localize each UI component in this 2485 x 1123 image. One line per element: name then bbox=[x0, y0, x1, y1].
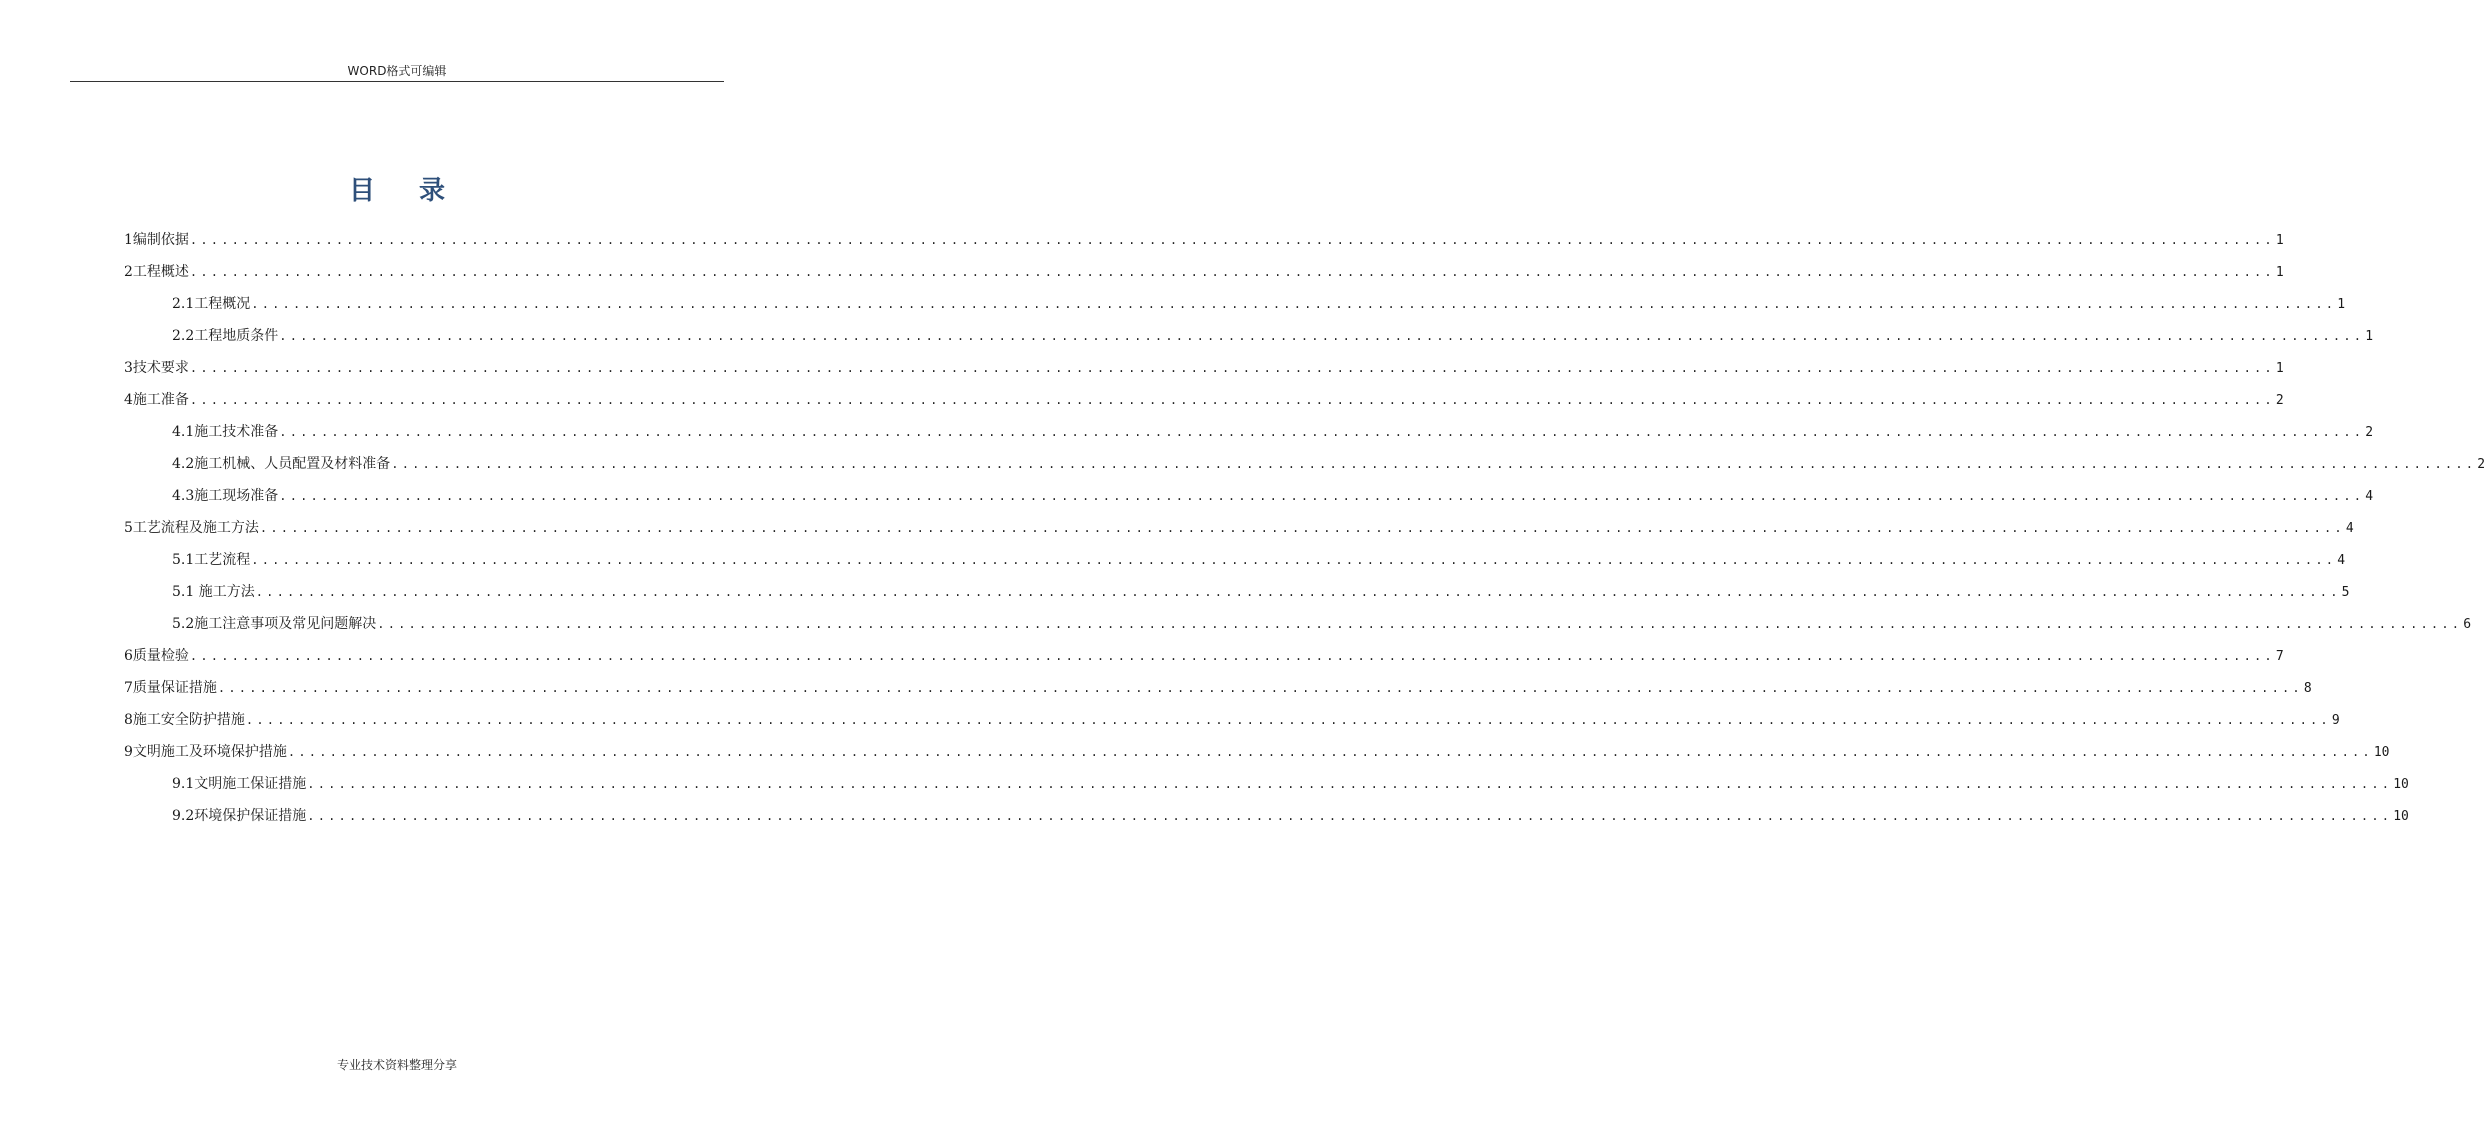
toc-entry-label: 5.1 施工方法 bbox=[172, 584, 255, 600]
toc-leader-dots: ........................................................................................................................................................................................................ bbox=[255, 585, 2341, 599]
toc-leader-dots: ........................................................................................................................................................................................................ bbox=[287, 745, 2373, 759]
toc-entry-label: 5.2施工注意事项及常见问题解决 bbox=[172, 616, 377, 632]
toc-entry-page: 9 bbox=[2331, 713, 2340, 728]
toc-leader-dots: ........................................................................................................................................................................................................ bbox=[391, 457, 2477, 471]
toc-entry-label: 4.3施工现场准备 bbox=[172, 488, 279, 504]
toc-leader-dots: ........................................................................................................................................................................................................ bbox=[251, 553, 2337, 567]
toc-entry[interactable] bbox=[124, 229, 2284, 261]
toc-entry-page: 4 bbox=[2365, 489, 2374, 504]
toc-entry-page: 10 bbox=[2393, 777, 2409, 792]
toc-entry-page: 7 bbox=[2275, 649, 2284, 664]
toc-leader-dots: ........................................................................................................................................................................................................ bbox=[251, 297, 2337, 311]
toc-entry[interactable] bbox=[124, 261, 2284, 293]
toc-entry-label: 8施工安全防护措施 bbox=[124, 712, 245, 728]
toc-entry[interactable] bbox=[124, 613, 2472, 645]
toc-entry-label: 2工程概述 bbox=[124, 264, 189, 280]
toc-leader-dots: ........................................................................................................................................................................................................ bbox=[307, 809, 2393, 823]
toc-title: 目录 bbox=[348, 176, 489, 206]
toc-leader-dots: ........................................................................................................................................................................................................ bbox=[189, 233, 2275, 247]
toc-entry-page: 1 bbox=[2365, 329, 2374, 344]
toc-entry[interactable] bbox=[124, 709, 2340, 741]
toc-entry-label: 9.2环境保护保证措施 bbox=[172, 808, 307, 824]
toc-entry[interactable] bbox=[124, 325, 2374, 357]
toc-entry-page: 2 bbox=[2477, 457, 2485, 472]
toc-entry[interactable] bbox=[124, 389, 2284, 421]
toc-entry-label: 2.1工程概况 bbox=[172, 296, 251, 312]
toc-leader-dots: ........................................................................................................................................................................................................ bbox=[189, 393, 2275, 407]
toc-leader-dots: ........................................................................................................................................................................................................ bbox=[189, 265, 2275, 279]
toc-entry-label: 3技术要求 bbox=[124, 360, 189, 376]
toc-entry-page: 1 bbox=[2275, 361, 2284, 376]
toc-entry[interactable] bbox=[124, 645, 2284, 677]
toc-leader-dots: ........................................................................................................................................................................................................ bbox=[217, 681, 2303, 695]
toc-entry-page: 1 bbox=[2275, 233, 2284, 248]
toc-leader-dots: ........................................................................................................................................................................................................ bbox=[189, 361, 2275, 375]
toc-entry[interactable] bbox=[124, 677, 2312, 709]
header-divider bbox=[70, 81, 724, 82]
toc-leader-dots: ........................................................................................................................................................................................................ bbox=[259, 521, 2345, 535]
toc-entry-page: 2 bbox=[2365, 425, 2374, 440]
toc-entry-page: 8 bbox=[2303, 681, 2312, 696]
table-of-contents bbox=[124, 229, 2485, 837]
toc-leader-dots: ........................................................................................................................................................................................................ bbox=[279, 425, 2365, 439]
toc-entry[interactable] bbox=[124, 581, 2350, 613]
toc-entry-page: 2 bbox=[2275, 393, 2284, 408]
toc-leader-dots: ........................................................................................................................................................................................................ bbox=[189, 649, 2275, 663]
toc-entry-page: 10 bbox=[2393, 809, 2409, 824]
toc-entry-label: 1编制依据 bbox=[124, 232, 189, 248]
toc-entry[interactable] bbox=[124, 421, 2374, 453]
toc-leader-dots: ........................................................................................................................................................................................................ bbox=[245, 713, 2331, 727]
toc-entry-label: 9文明施工及环境保护措施 bbox=[124, 744, 287, 760]
page-footer: 专业技术资料整理分享 bbox=[336, 1058, 457, 1072]
toc-leader-dots: ........................................................................................................................................................................................................ bbox=[307, 777, 2393, 791]
toc-entry[interactable] bbox=[124, 517, 2354, 549]
toc-entry-page: 4 bbox=[2345, 521, 2354, 536]
toc-entry-label: 4施工准备 bbox=[124, 392, 189, 408]
toc-entry[interactable] bbox=[124, 293, 2346, 325]
toc-entry-page: 1 bbox=[2337, 297, 2346, 312]
toc-entry-label: 4.1施工技术准备 bbox=[172, 424, 279, 440]
toc-entry-page: 10 bbox=[2373, 745, 2390, 760]
toc-entry-label: 6质量检验 bbox=[124, 648, 189, 664]
toc-entry-page: 5 bbox=[2341, 585, 2350, 600]
toc-entry[interactable] bbox=[124, 357, 2284, 389]
toc-entry[interactable] bbox=[124, 485, 2374, 517]
toc-entry[interactable] bbox=[124, 741, 2390, 773]
toc-leader-dots: ........................................................................................................................................................................................................ bbox=[377, 617, 2463, 631]
toc-entry-label: 9.1文明施工保证措施 bbox=[172, 776, 307, 792]
toc-leader-dots: ........................................................................................................................................................................................................ bbox=[279, 489, 2365, 503]
toc-entry-page: 6 bbox=[2463, 617, 2472, 632]
toc-entry[interactable] bbox=[124, 549, 2346, 581]
toc-entry[interactable] bbox=[124, 453, 2485, 485]
toc-entry-label: 5.1工艺流程 bbox=[172, 552, 251, 568]
page-header: WORD格式可编辑 bbox=[347, 64, 447, 78]
toc-entry[interactable] bbox=[124, 805, 2409, 837]
toc-entry-label: 4.2施工机械、人员配置及材料准备 bbox=[172, 456, 391, 472]
toc-entry-label: 2.2工程地质条件 bbox=[172, 328, 279, 344]
toc-entry-page: 1 bbox=[2275, 265, 2284, 280]
toc-entry-label: 7质量保证措施 bbox=[124, 680, 217, 696]
toc-entry-page: 4 bbox=[2337, 553, 2346, 568]
toc-leader-dots: ........................................................................................................................................................................................................ bbox=[279, 329, 2365, 343]
toc-entry-label: 5工艺流程及施工方法 bbox=[124, 520, 259, 536]
toc-entry[interactable] bbox=[124, 773, 2409, 805]
